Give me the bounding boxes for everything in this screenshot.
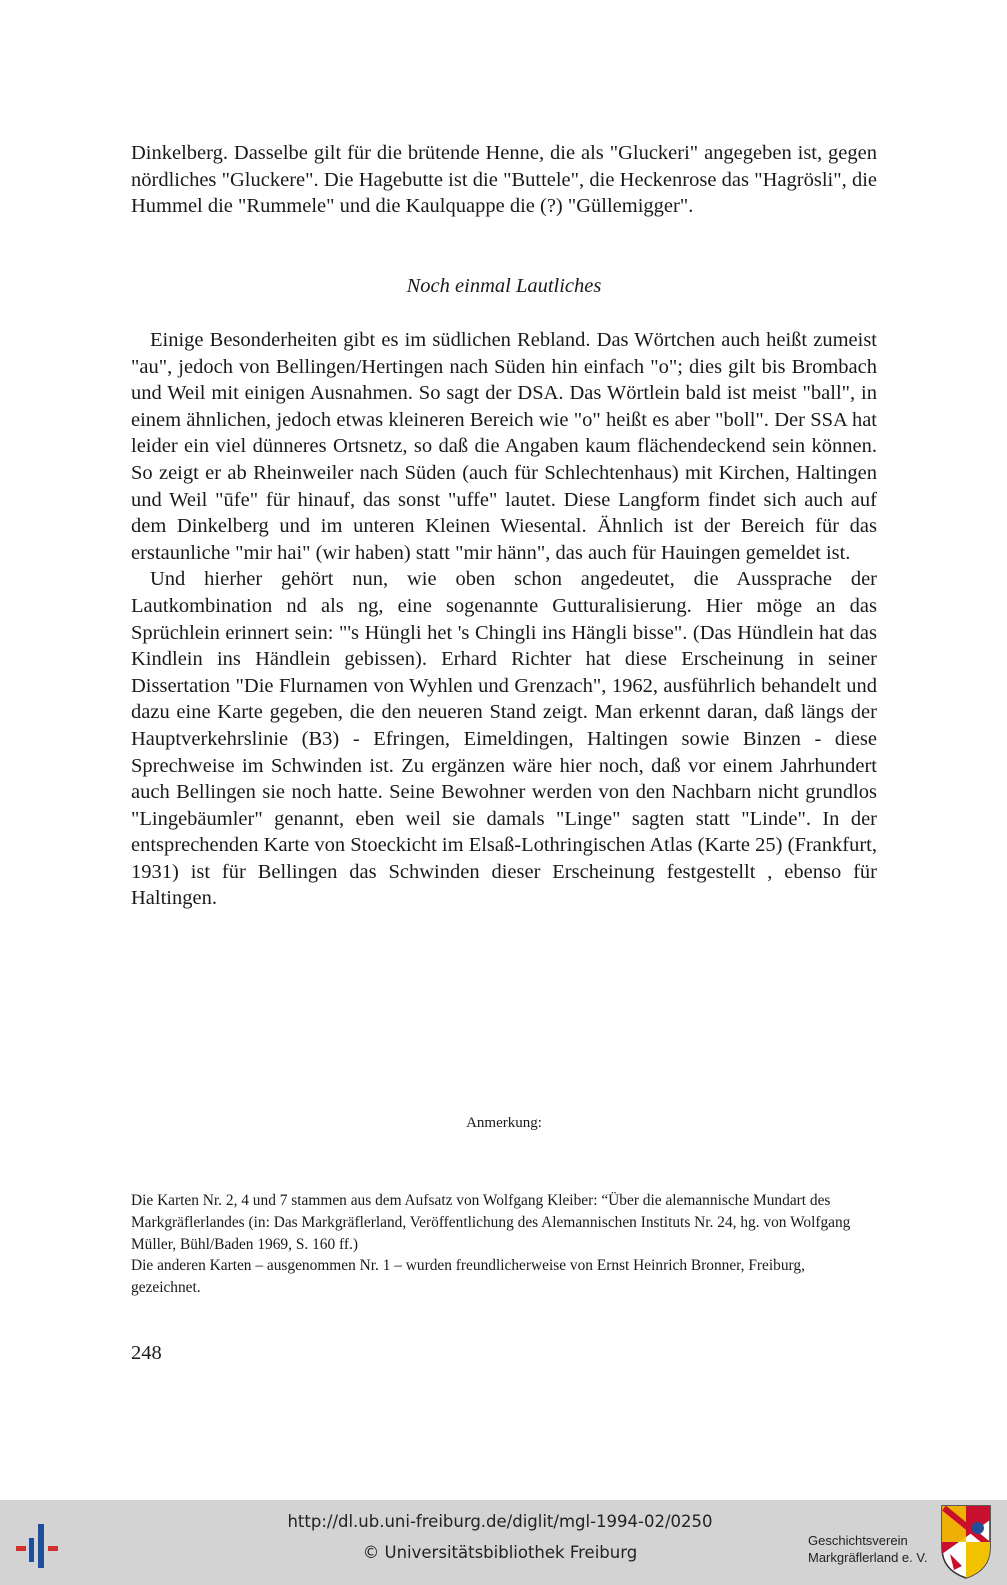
page-number: 248 <box>131 1342 162 1364</box>
coat-of-arms-icon <box>940 1504 992 1580</box>
footer-copyright: © Universitätsbibliothek Freiburg <box>362 1543 638 1562</box>
section-body <box>131 327 877 912</box>
paragraph-continued: Dinkelberg. Dasselbe gilt für die brütende Henne, die als "Gluckeri" angegeben ist, gegen nördliches "Gluckere". Die Hagebutte ist die "Buttele", die Heckenrose das "Hagrösli", die Hummel die "Rummele" und die Kaulquappe die (?) "Güllemigger". <box>131 142 877 218</box>
top-paragraph <box>131 140 877 220</box>
note-title: Anmerkung: <box>466 1115 542 1131</box>
note-1: Die Karten Nr. 2, 4 und 7 stammen aus dem Aufsatz von Wolfgang Kleiber: “Über die alemannische Mundart des Markgräflerlandes (in: Das Markgräflerland, Veröffentlichung des Alemannischen Instituts Nr. 24, hg. von Wolfgang Müller, Bühl/Baden 1969, S. 160 ff.) <box>131 1192 851 1253</box>
ub-logo-icon <box>16 1520 64 1568</box>
note-2: Die anderen Karten – ausgenommen Nr. 1 – wurden freundlicherweise von Ernst Heinrich Bronner, Freiburg, gezeichnet. <box>131 1257 805 1297</box>
footer-url-link[interactable]: http://dl.ub.uni-freiburg.de/diglit/mgl-1994-02/0250 <box>287 1512 713 1531</box>
footer-bar <box>0 1500 1007 1585</box>
paragraph-1: Einige Besonderheiten gibt es im südlichen Rebland. Das Wörtchen auch heißt zumeist "au", jedoch von Bellingen/Hertingen nach Süden hin einfach "o"; dies gilt bis Brombach und Weil mit einigen Ausnahmen. So sagt der DSA. Das Wörtlein bald ist meist "ball", in einem ähnlichen, jedoch etwas kleineren Bereich wie "o" heißt es aber "boll". Der SSA hat leider ein viel dünneres Ortsnetz, so daß die Angaben kaum flächendeckend sein können. So zeigt er ab Rheinweiler nach Süden (auch für Schlechtenhaus) mit Kirchen, Haltingen und Weil "ūfe" für hinauf, das sonst "uffe" lautet. Diese Langform findet sich auch auf dem Dinkelberg und im unteren Kleinen Wiesental. Ähnlich ist der Bereich für das erstaunliche "mir hai" (wir haben) statt "mir hänn", das auch für Hauingen gemeldet ist. <box>131 329 877 564</box>
society-line-2: Markgräflerland e. V. <box>808 1550 928 1565</box>
section-heading: Noch einmal Lautliches <box>406 275 602 297</box>
paragraph-2: Und hierher gehört nun, wie oben schon angedeutet, die Aussprache der Lautkombination nd als ng, eine sogenannte Gutturalisierung. Hier möge an das Sprüchlein erinnert sein: "'s Hüngli het 's Chingli ins Hängli bisse". (Das Hündlein hat das Kindlein ins Händlein gebissen). Erhard Richter hat diese Erscheinung in seiner Dissertation "Die Flurnamen von Wyhlen und Grenzach", 1962, ausführlich behandelt und dazu eine Karte gegeben, die den neueren Stand zeigt. Man erkennt daran, daß längs der Hauptverkehrslinie (B3) - Efringen, Eimeldingen, Haltingen sowie Binzen - diese Sprechweise im Schwinden ist. Zu ergänzen wäre hier noch, daß vor einem Jahrhundert auch Bellingen sie noch hatte. Seine Bewohner werden von den Nachbarn nicht grundlos "Lingebäumler" genannt, eben weil sie damals "Linge" sagten statt "Linde". In der entsprechenden Karte von Stoeckicht im Elsaß-Lothringischen Atlas (Karte 25) (Frankfurt, 1931) ist für Bellingen das Schwinden dieser Erscheinung festgestellt , ebenso für Haltingen. <box>131 568 877 910</box>
society-name <box>808 1532 927 1566</box>
society-line-1: Geschichtsverein <box>808 1533 908 1548</box>
notes-block <box>131 1190 877 1299</box>
